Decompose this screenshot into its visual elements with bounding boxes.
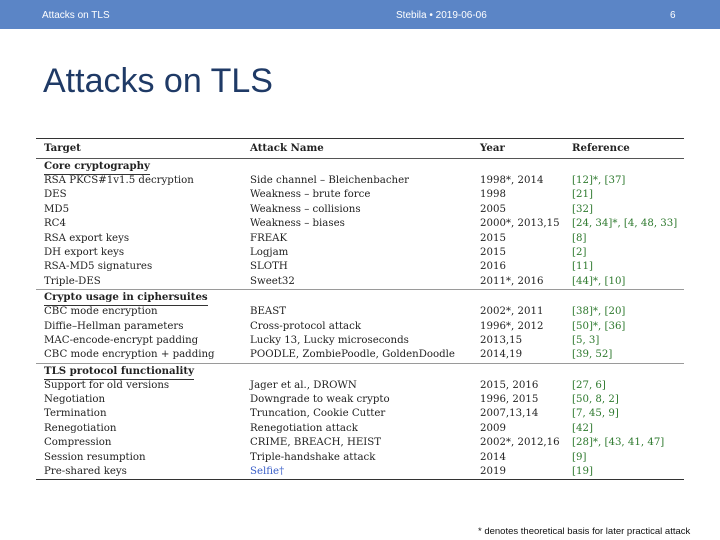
header-page-number: 6 [670, 10, 676, 21]
cell-reference[interactable]: [9] [572, 451, 587, 463]
table-row [36, 246, 684, 260]
section-title: TLS protocol functionality [44, 364, 194, 380]
cell-attack-name: Lucky 13, Lucky microseconds [250, 334, 409, 346]
cell-target: Compression [44, 437, 112, 449]
cell-target: DES [44, 189, 67, 201]
cell-attack-name: Truncation, Cookie Cutter [250, 408, 386, 420]
cell-year: 2016 [480, 261, 506, 273]
cell-target: DH export keys [44, 246, 125, 258]
cell-target: CBC mode encryption + padding [44, 349, 215, 361]
table-body [36, 159, 684, 479]
section-header-row [36, 364, 684, 379]
cell-target: Support for old versions [44, 379, 170, 391]
cell-attack-name: Weakness – collisions [250, 203, 361, 215]
cell-reference[interactable]: [27, 6] [572, 379, 606, 391]
section-header-row [36, 290, 684, 305]
cell-attack-name: Triple-handshake attack [250, 451, 376, 463]
cell-target: CBC mode encryption [44, 306, 158, 318]
cell-attack-name: Weakness – brute force [250, 189, 371, 201]
cell-attack-name: Cross-protocol attack [250, 320, 361, 332]
table-row [36, 203, 684, 217]
section-title: Core cryptography [44, 159, 150, 175]
cell-target: RSA-MD5 signatures [44, 261, 153, 273]
cell-year: 1998 [480, 189, 506, 201]
cell-attack-name: Logjam [250, 246, 289, 258]
cell-year: 2002*, 2011 [480, 306, 544, 318]
cell-year: 2014,19 [480, 349, 523, 361]
cell-target: MAC-encode-encrypt padding [44, 334, 199, 346]
table-row [36, 393, 684, 407]
cell-reference[interactable]: [39, 52] [572, 349, 613, 361]
table-row [36, 260, 684, 274]
table-row [36, 232, 684, 246]
table-row [36, 188, 684, 202]
cell-reference[interactable]: [50, 8, 2] [572, 394, 619, 406]
cell-reference[interactable]: [21] [572, 189, 593, 201]
table-row [36, 305, 684, 319]
column-header-target: Target [44, 142, 81, 154]
cell-attack-name: SLOTH [250, 261, 288, 273]
cell-attack-name: Downgrade to weak crypto [250, 394, 390, 406]
cell-attack-name: BEAST [250, 306, 287, 318]
cell-attack-name: FREAK [250, 232, 288, 244]
cell-reference[interactable]: [7, 45, 9] [572, 408, 619, 420]
cell-year: 1996, 2015 [480, 394, 539, 406]
table-row [36, 422, 684, 436]
column-header-reference: Reference [572, 142, 630, 154]
slide-header-bar [0, 0, 720, 29]
cell-year: 2019 [480, 466, 506, 478]
cell-target: RSA PKCS#1v1.5 decryption [44, 175, 194, 186]
cell-reference[interactable]: [5, 3] [572, 334, 600, 346]
table-row [36, 320, 684, 334]
cell-reference[interactable]: [44]*, [10] [572, 275, 626, 287]
table-bottom-rule [36, 479, 684, 480]
slide-title: Attacks on TLS [43, 62, 273, 100]
table-row [36, 217, 684, 231]
table-row [36, 275, 684, 289]
cell-attack-name: Jager et al., DROWN [250, 379, 357, 391]
cell-year: 2014 [480, 451, 506, 463]
cell-target: MD5 [44, 203, 70, 215]
column-header-attack-name: Attack Name [250, 142, 324, 154]
cell-year: 2011*, 2016 [480, 275, 544, 287]
cell-reference[interactable]: [8] [572, 232, 587, 244]
section-header-row [36, 159, 684, 174]
cell-reference[interactable]: [12]*, [37] [572, 175, 626, 186]
cell-reference[interactable]: [2] [572, 246, 587, 258]
table-row [36, 407, 684, 421]
cell-year: 1996*, 2012 [480, 320, 544, 332]
table-row [36, 348, 684, 362]
cell-reference[interactable]: [28]*, [43, 41, 47] [572, 437, 665, 449]
table-row [36, 334, 684, 348]
header-left-text: Attacks on TLS [42, 10, 110, 21]
cell-reference[interactable]: [19] [572, 466, 593, 478]
cell-attack-name: Side channel – Bleichenbacher [250, 175, 409, 186]
cell-target: Diffie–Hellman parameters [44, 320, 184, 332]
table-row [36, 379, 684, 393]
cell-year: 1998*, 2014 [480, 175, 544, 186]
footnote: * denotes theoretical basis for later practical attack [478, 526, 691, 537]
cell-target: Pre-shared keys [44, 466, 127, 478]
cell-attack-name: Sweet32 [250, 275, 295, 287]
cell-year: 2015 [480, 232, 506, 244]
cell-target: Session resumption [44, 451, 146, 463]
cell-attack-name: Renegotiation attack [250, 422, 358, 434]
cell-reference[interactable]: [50]*, [36] [572, 320, 626, 332]
column-header-year: Year [480, 142, 505, 154]
cell-year: 2005 [480, 203, 506, 215]
cell-year: 2000*, 2013,15 [480, 218, 560, 230]
cell-year: 2007,13,14 [480, 408, 539, 420]
cell-year: 2015 [480, 246, 506, 258]
cell-attack-name: POODLE, ZombiePoodle, GoldenDoodle [250, 349, 455, 361]
cell-attack-name: Weakness – biases [250, 218, 345, 230]
cell-year: 2015, 2016 [480, 379, 539, 391]
table-row [36, 174, 684, 188]
table-row [36, 465, 684, 479]
cell-target: RC4 [44, 218, 66, 230]
cell-attack-name: CRIME, BREACH, HEIST [250, 437, 382, 449]
header-author-date: Stebila • 2019-06-06 [396, 10, 487, 21]
cell-reference[interactable]: [11] [572, 261, 593, 273]
table-header-row [36, 139, 684, 158]
section-title: Crypto usage in ciphersuites [44, 290, 208, 306]
cell-target: Renegotiation [44, 422, 117, 434]
cell-year: 2013,15 [480, 334, 523, 346]
cell-target: Negotiation [44, 394, 106, 406]
table-row [36, 436, 684, 450]
cell-reference[interactable]: [42] [572, 422, 593, 434]
cell-reference[interactable]: [38]*, [20] [572, 306, 626, 318]
cell-year: 2002*, 2012,16 [480, 437, 560, 449]
cell-reference[interactable]: [32] [572, 203, 593, 215]
cell-target: Triple-DES [44, 275, 101, 287]
cell-target: RSA export keys [44, 232, 130, 244]
table-row [36, 451, 684, 465]
cell-year: 2009 [480, 422, 506, 434]
cell-reference[interactable]: [24, 34]*, [4, 48, 33] [572, 218, 678, 230]
cell-target: Termination [44, 408, 107, 420]
cell-attack-name: Selfie† [250, 466, 285, 478]
attacks-table [36, 138, 684, 480]
